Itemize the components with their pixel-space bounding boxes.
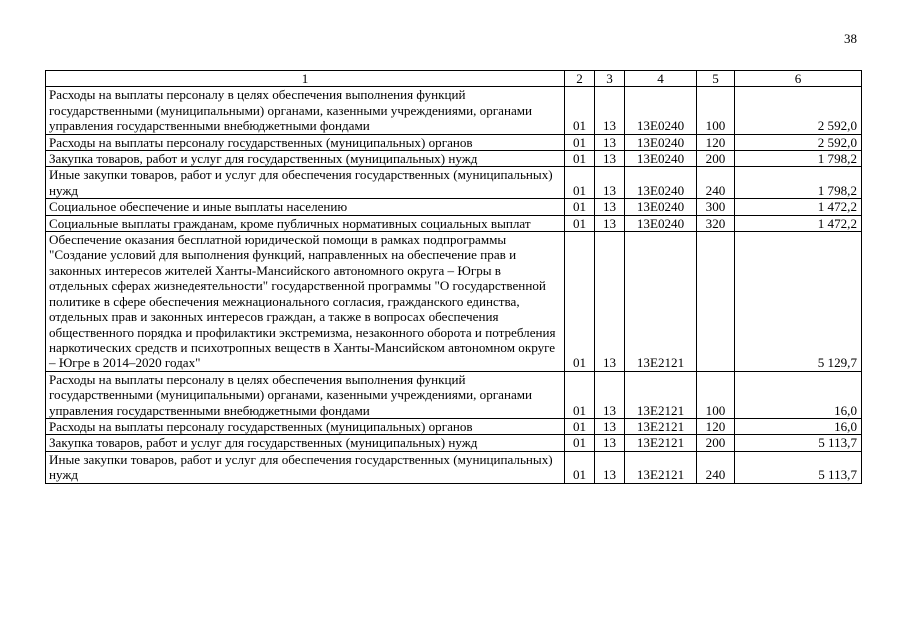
- cell-amount: 5 113,7: [735, 451, 862, 483]
- table-row: [46, 167, 862, 199]
- cell-section: 01: [565, 134, 595, 150]
- cell-target-article: 13Е2121: [625, 232, 697, 372]
- cell-description: Иные закупки товаров, работ и услуг для обеспечения государственных (муниципальных) нужд: [46, 167, 565, 199]
- cell-amount: 16,0: [735, 418, 862, 434]
- cell-section: 01: [565, 232, 595, 372]
- cell-subsection: 13: [595, 151, 625, 167]
- cell-section: 01: [565, 151, 595, 167]
- cell-target-article: 13Е0240: [625, 167, 697, 199]
- table-row: [46, 215, 862, 231]
- cell-section: 01: [565, 371, 595, 418]
- cell-subsection: 13: [595, 371, 625, 418]
- cell-amount: 5 113,7: [735, 435, 862, 451]
- cell-expense-type: 120: [697, 418, 735, 434]
- cell-expense-type: 200: [697, 435, 735, 451]
- cell-description: Закупка товаров, работ и услуг для государственных (муниципальных) нужд: [46, 435, 565, 451]
- cell-subsection: 13: [595, 87, 625, 134]
- cell-section: 01: [565, 451, 595, 483]
- budget-table: [45, 70, 862, 484]
- cell-amount: 1 798,2: [735, 151, 862, 167]
- cell-subsection: 13: [595, 199, 625, 215]
- cell-description: Обеспечение оказания бесплатной юридической помощи в рамках подпрограммы "Создание условий для выполнения функций, направленных на обеспечение прав и законных интересов жителей Ханты-Мансийского автономного округа – Югры в отдельных сферах жизнедеятельности" государственной программы "О государственной политике в сфере обеспечения межнационального согласия, гражданского единства, отдельных прав и законных интересов граждан, а также в вопросах обеспечения общественного порядка и профилактики экстремизма, незаконного оборота и потребления наркотических средств и психотропных веществ в Ханты-Мансийском автономном округе – Югре в 2014–2020 годах": [46, 232, 565, 372]
- cell-expense-type: 240: [697, 167, 735, 199]
- cell-subsection: 13: [595, 215, 625, 231]
- cell-description: Расходы на выплаты персоналу государственных (муниципальных) органов: [46, 134, 565, 150]
- table-row: [46, 418, 862, 434]
- cell-expense-type: [697, 232, 735, 372]
- cell-subsection: 13: [595, 451, 625, 483]
- cell-description: Расходы на выплаты персоналу государственных (муниципальных) органов: [46, 418, 565, 434]
- cell-target-article: 13Е0240: [625, 134, 697, 150]
- cell-section: 01: [565, 418, 595, 434]
- cell-target-article: 13Е2121: [625, 435, 697, 451]
- cell-amount: 1 472,2: [735, 199, 862, 215]
- table-row: [46, 232, 862, 372]
- cell-target-article: 13Е2121: [625, 418, 697, 434]
- cell-expense-type: 300: [697, 199, 735, 215]
- cell-target-article: 13Е0240: [625, 87, 697, 134]
- cell-section: 01: [565, 87, 595, 134]
- column-header: 4: [625, 71, 697, 87]
- table-row: [46, 371, 862, 418]
- cell-target-article: 13Е0240: [625, 215, 697, 231]
- page-number: 38: [844, 31, 857, 46]
- cell-amount: 16,0: [735, 371, 862, 418]
- cell-section: 01: [565, 215, 595, 231]
- cell-section: 01: [565, 167, 595, 199]
- cell-section: 01: [565, 199, 595, 215]
- column-header: 1: [46, 71, 565, 87]
- cell-amount: 2 592,0: [735, 87, 862, 134]
- cell-target-article: 13Е0240: [625, 151, 697, 167]
- cell-description: Социальное обеспечение и иные выплаты населению: [46, 199, 565, 215]
- cell-subsection: 13: [595, 435, 625, 451]
- table-row: [46, 199, 862, 215]
- cell-subsection: 13: [595, 232, 625, 372]
- cell-expense-type: 240: [697, 451, 735, 483]
- cell-amount: 5 129,7: [735, 232, 862, 372]
- table-header-row: [46, 71, 862, 87]
- cell-expense-type: 100: [697, 371, 735, 418]
- cell-section: 01: [565, 435, 595, 451]
- cell-expense-type: 100: [697, 87, 735, 134]
- cell-target-article: 13Е2121: [625, 371, 697, 418]
- cell-target-article: 13Е2121: [625, 451, 697, 483]
- cell-amount: 1 798,2: [735, 167, 862, 199]
- cell-amount: 2 592,0: [735, 134, 862, 150]
- table-row: [46, 87, 862, 134]
- cell-expense-type: 200: [697, 151, 735, 167]
- cell-expense-type: 120: [697, 134, 735, 150]
- cell-subsection: 13: [595, 418, 625, 434]
- table-row: [46, 134, 862, 150]
- column-header: 3: [595, 71, 625, 87]
- cell-subsection: 13: [595, 167, 625, 199]
- cell-amount: 1 472,2: [735, 215, 862, 231]
- cell-description: Иные закупки товаров, работ и услуг для обеспечения государственных (муниципальных) нужд: [46, 451, 565, 483]
- cell-target-article: 13Е0240: [625, 199, 697, 215]
- cell-expense-type: 320: [697, 215, 735, 231]
- cell-description: Расходы на выплаты персоналу в целях обеспечения выполнения функций государственными (муниципальными) органами, казенными учреждениями, органами управления государственными внебюджетными фондами: [46, 371, 565, 418]
- column-header: 6: [735, 71, 862, 87]
- column-header: 5: [697, 71, 735, 87]
- cell-description: Расходы на выплаты персоналу в целях обеспечения выполнения функций государственными (муниципальными) органами, казенными учреждениями, органами управления государственными внебюджетными фондами: [46, 87, 565, 134]
- table-row: [46, 451, 862, 483]
- table-row: [46, 151, 862, 167]
- column-header: 2: [565, 71, 595, 87]
- cell-description: Закупка товаров, работ и услуг для государственных (муниципальных) нужд: [46, 151, 565, 167]
- cell-subsection: 13: [595, 134, 625, 150]
- cell-description: Социальные выплаты гражданам, кроме публичных нормативных социальных выплат: [46, 215, 565, 231]
- table-row: [46, 435, 862, 451]
